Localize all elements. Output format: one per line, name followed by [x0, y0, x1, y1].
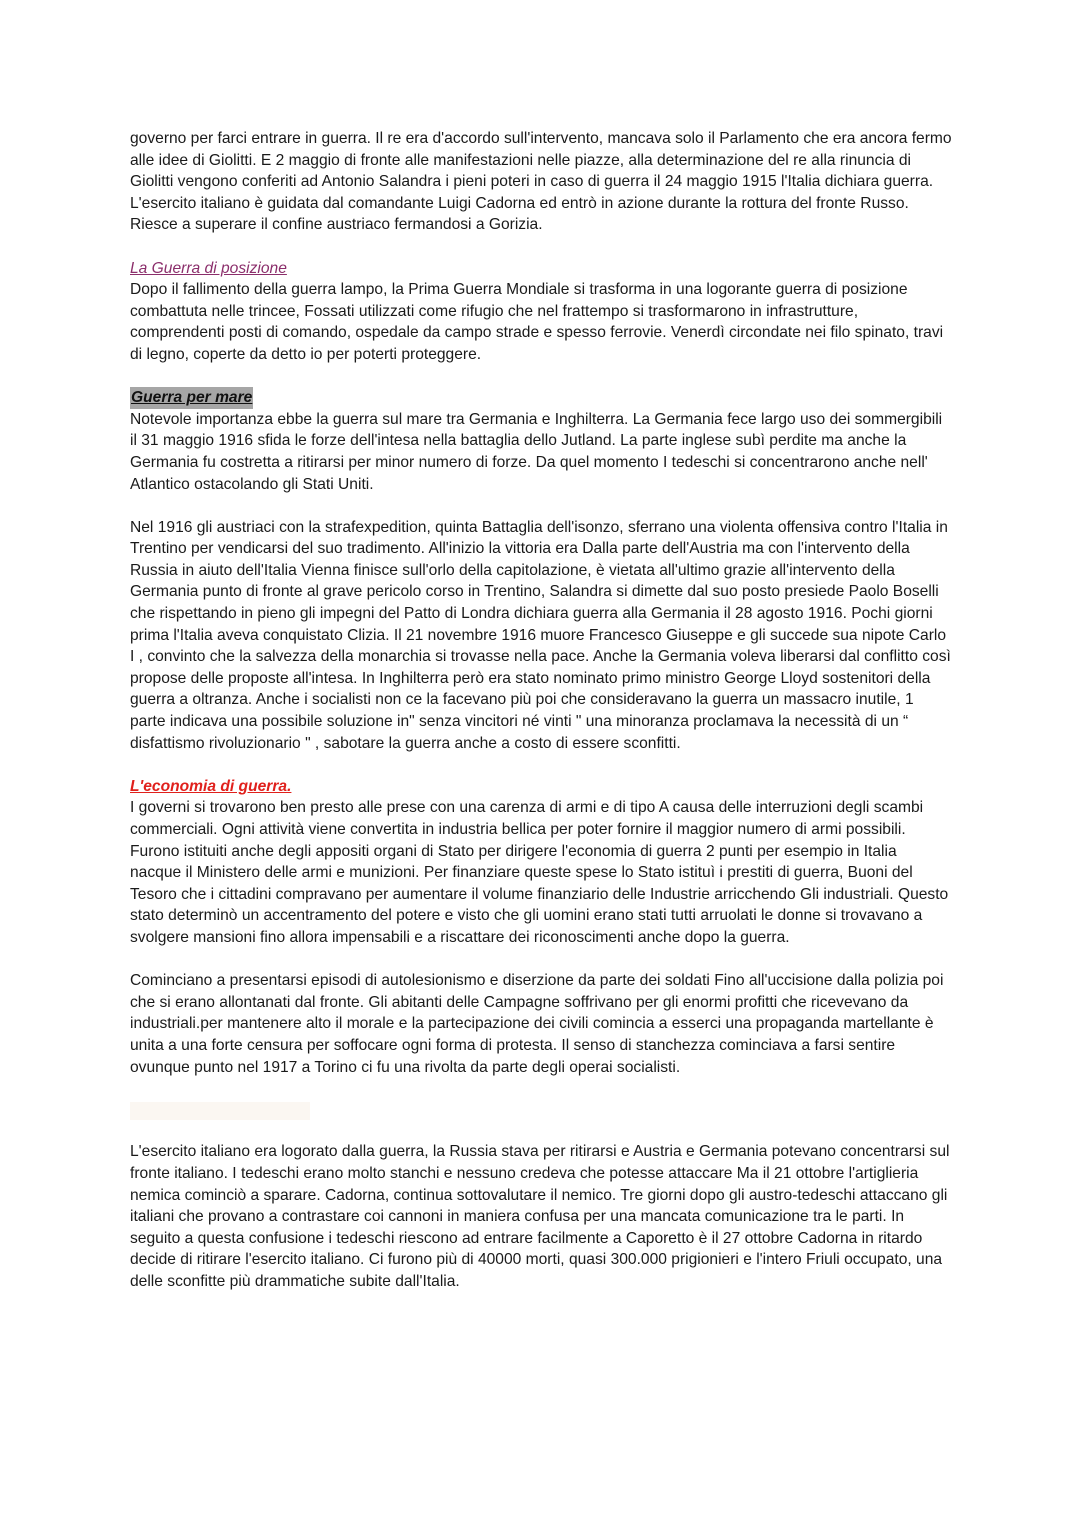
spacer	[130, 236, 952, 258]
spacer	[130, 1120, 952, 1142]
spacer	[130, 949, 952, 971]
blank-heading-placeholder	[130, 1102, 310, 1120]
spacer	[130, 1078, 952, 1100]
spacer	[130, 495, 952, 517]
paragraph-economia-di-guerra: I governi si trovarono ben presto alle prese con una carenza di armi e di tipo A causa delle interruzioni degli scambi commerciali. Ogni attività viene convertita in industria bellica per poter fornire il maggior numero di armi possibili. Furono istituiti anche degli appositi organi di Stato per dirigere l'economia di guerra 2 punti per esempio in Italia nacque il Ministero delle armi e munizioni. Per finanziare queste spese lo Stato istituì i prestiti di guerra, Buoni del Tesoro che i cittadini compravano per aumentare il volume finanziario delle Industrie arricchendo Gli industriali. Questo stato determinò un accentramento del potere e visto che gli uomini erano stati tutti arruolati le donne si trovavano a svolgere mansioni fino allora impensabili e a riscattare dei riconoscimenti anche dopo la guerra.	[130, 799, 949, 946]
heading-guerra-per-mare: Guerra per mare	[130, 387, 253, 409]
heading-economia-di-guerra: L'economia di guerra.	[130, 777, 292, 795]
paragraph-guerra-per-mare: Notevole importanza ebbe la guerra sul mare tra Germania e Inghilterra. La Germania fece largo uso dei sommergibili il 31 maggio 1916 sfida le forze dell'intesa nella battaglia dello Jutland. La parte inglese subì perdite ma anche la Germania fu costretta a ritirarsi per minor numero di forze. Da quel momento I tedeschi si concentrarono anche nell' Atlantico ostacolando gli Stati Uniti.	[130, 410, 943, 493]
paragraph-intervento: governo per farci entrare in guerra. Il re era d'accordo sull'intervento, mancava solo il Parlamento che era ancora fermo alle idee di Giolitti. E 2 maggio di fronte alle manifestazioni nelle piazze, alla determinazione del re alla rinuncia di Giolitti vengono conferiti ad Antonio Salandra i pieni poteri in caso di guerra il 24 maggio 1915 l'Italia dichiara guerra. L'esercito italiano è guidata dal comandante Luigi Cadorna ed entrò in azione durante la rottura del fronte Russo. Riesce a superare il confine austriaco fermandosi a Gorizia.	[130, 130, 952, 234]
paragraph-guerra-di-posizione: Dopo il fallimento della guerra lampo, la Prima Guerra Mondiale si trasforma in una logorante guerra di posizione combattuta nelle trincee, Fossati utilizzati come rifugio che nel frattempo si trasformarono in infrastrutture, comprendenti posti di comando, ospedale da campo strade e spesso ferrovie. Venerdì circondate nei filo spinato, travi di legno, coperte da detto io per poterti proteggere.	[130, 281, 944, 363]
heading-guerra-di-posizione: La Guerra di posizione	[130, 259, 287, 277]
spacer	[130, 366, 952, 388]
paragraph-caporetto: L'esercito italiano era logorato dalla guerra, la Russia stava per ritirarsi e Austria e Germania potevano concentrarsi sul fronte italiano. I tedeschi erano molto stanchi e nessuno credeva che potesse attaccare Ma il 21 ottobre l'artiglieria nemica cominciò a sparare. Cadorna, continua sottovalutare il nemico. Tre giorni dopo gli austro-tedeschi attaccano gli italiani che provano a contrastare coi cannoni in maniera confusa per una mancata comunicazione tra le parti. In seguito a questa confusione i tedeschi riescono ad entrare facilmente a Caporetto è il 27 ottobre Cadorna in ritardo decide di ritirare l'esercito italiano. Ci furono più di 40000 morti, quasi 300.000 prigionieri e l'intero Friuli occupato, una delle sconfitte più drammatiche subite dall'Italia.	[130, 1143, 950, 1290]
document-page	[130, 128, 952, 1292]
paragraph-1916: Nel 1916 gli austriaci con la strafexpedition, quinta Battaglia dell'isonzo, sferrano una violenta offensiva contro l'Italia in Trentino per vendicarsi del suo tradimento. All'inizio la vittoria era Dalla parte dell'Austria ma con l'intervento della Russia in aiuto dell'Italia Vienna finisce sull'orlo della capitolazione, è vietata all'ultimo grazie all'intervento della Germania punto di fronte al grave pericolo corso in Trentino, Salandra si dimette dal suo posto presiede Paolo Boselli che rispettando in pieno gli impegni del Patto di Londra dichiara guerra alla Germania il 28 agosto 1916. Pochi giorni prima l'Italia aveva conquistato Clizia. Il 21 novembre 1916 muore Francesco Giuseppe e gli succede sua nipote Carlo I , convinto che la salvezza della monarchia si trovasse nella pace. Anche la Germania voleva liberarsi dal conflitto così propose delle proposte all'intesa. In Inghilterra però era stato nominato primo ministro George Lloyd sostenitori della guerra a oltranza. Anche i socialisti non ce la facevano più poi che consideravano la guerra un massacro inutile, 1 parte indicava una possibile soluzione in" senza vincitori né vinti " una minoranza proclamava la necessità di un “ disfattismo rivoluzionario " , sabotare la guerra anche a costo di essere sconfitti.	[130, 518, 951, 752]
spacer	[130, 754, 952, 776]
paragraph-stanchezza: Cominciano a presentarsi episodi di autolesionismo e diserzione da parte dei soldati Fino all'uccisione dalla polizia poi che si erano allontanati dal fronte. Gli abitanti delle Campagne soffrivano per gli enormi profitti che ricevevano da industriali.per mantenere alto il morale e la partecipazione dei civili comincia a esserci una propaganda martellante è unita a una forte censura per soffocare ogni forma di protesta. Il senso di stanchezza cominciava a farsi sentire ovunque punto nel 1917 a Torino ci fu una rivolta da parte degli operai socialisti.	[130, 972, 944, 1076]
